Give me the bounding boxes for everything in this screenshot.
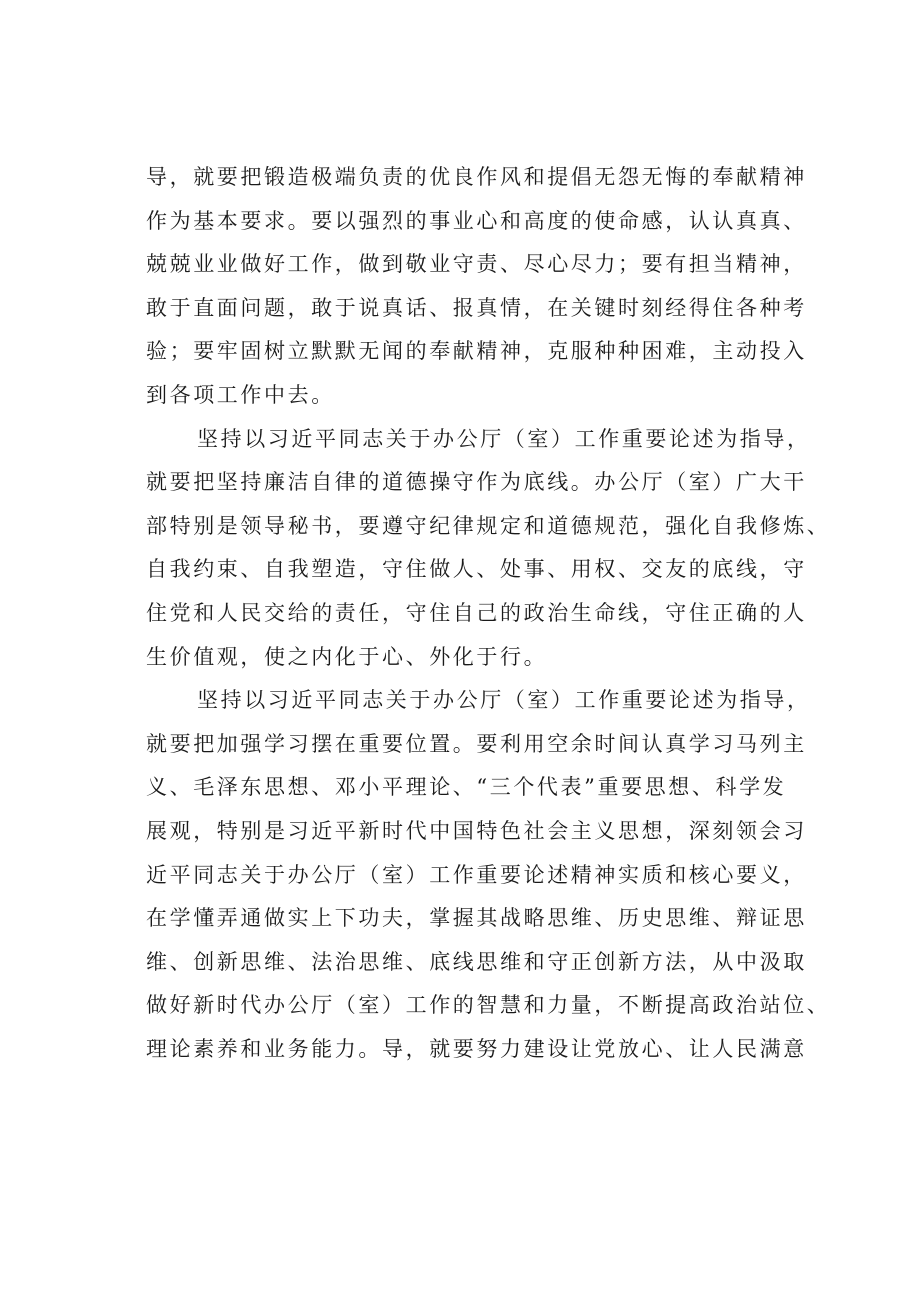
text-line: 作为基本要求。要以强烈的事业心和高度的使命感，认认真真、: [146, 208, 807, 233]
text-line: 验；要牢固树立默默无闻的奉献精神，克服种种困难，主动投入: [146, 339, 807, 364]
text-line: 就要把坚持廉洁自律的道德操守作为底线。办公厅（室）广大干: [146, 470, 807, 495]
text-line: 理论素养和业务能力。导，就要努力建设让党放心、让人民满意: [146, 1036, 807, 1061]
text-line: 坚持以习近平同志关于办公厅（室）工作重要论述为指导，: [197, 688, 811, 713]
paragraph-2: [146, 418, 831, 680]
text-line: 到各项工作中去。: [146, 382, 335, 407]
paragraph-1: [146, 156, 806, 418]
text-line: 近平同志关于办公厅（室）工作重要论述精神实质和核心要义，: [146, 862, 807, 887]
text-line: 部特别是领导秘书，要遵守纪律规定和道德规范，强化自我修炼、: [146, 513, 831, 538]
text-line: 自我约束、自我塑造，守住做人、处事、用权、交友的底线，守: [146, 557, 807, 582]
text-line: 义、毛泽东思想、邓小平理论、“三个代表”重要思想、科学发: [146, 775, 787, 800]
text-line: 住党和人民交给的责任，守住自己的政治生命线，守住正确的人: [146, 600, 807, 625]
text-line: 维、创新思维、法治思维、底线思维和守正创新方法，从中汲取: [146, 949, 807, 974]
text-line: 坚持以习近平同志关于办公厅（室）工作重要论述为指导，: [197, 426, 811, 451]
text-line: 敢于直面问题，敢于说真话、报真情，在关键时刻经得住各种考: [146, 295, 807, 320]
text-line: 就要把加强学习摆在重要位置。要利用空余时间认真学习马列主: [146, 731, 807, 756]
text-line: 展观，特别是习近平新时代中国特色社会主义思想，深刻领会习: [146, 818, 807, 843]
text-line: 在学懂弄通做实上下功夫，掌握其战略思维、历史思维、辩证思: [146, 906, 807, 931]
text-line: 导，就要把锻造极端负责的优良作风和提倡无怨无悔的奉献精神: [146, 165, 807, 189]
text-line: 兢兢业业做好工作，做到敬业守责、尽心尽力；要有担当精神，: [146, 252, 807, 277]
text-line: 生价值观，使之内化于心、外化于行。: [146, 644, 548, 669]
text-line: 做好新时代办公厅（室）工作的智慧和力量，不断提高政治站位、: [146, 993, 831, 1018]
document-body: [146, 156, 831, 1071]
paragraph-3: [146, 679, 831, 1071]
